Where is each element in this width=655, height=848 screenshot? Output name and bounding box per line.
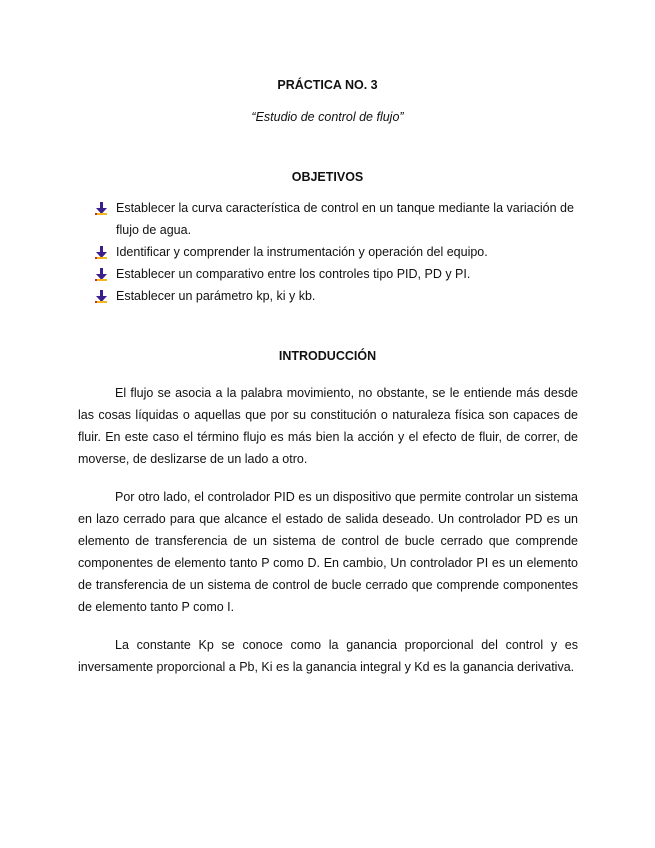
practice-subtitle: “Estudio de control de flujo” bbox=[251, 110, 404, 124]
objective-text: Establecer la curva característica de control en un tanque mediante la variación de flujo de agua. bbox=[116, 201, 574, 237]
objectives-heading: OBJETIVOS bbox=[291, 170, 364, 184]
objectives-list bbox=[95, 197, 580, 307]
arrow-down-bullet-icon bbox=[95, 268, 108, 281]
arrow-down-bullet-icon bbox=[95, 246, 108, 259]
objective-text: Establecer un parámetro kp, ki y kb. bbox=[116, 289, 316, 303]
list-item bbox=[95, 197, 580, 241]
arrow-down-bullet-icon bbox=[95, 202, 108, 215]
introduction-heading: INTRODUCCIÓN bbox=[278, 349, 377, 363]
list-item bbox=[95, 241, 580, 263]
intro-paragraph-1: El flujo se asocia a la palabra movimiento, no obstante, se le entiende más desde las cosas líquidas o aquellas que por su constitución o naturaleza física son capaces de fluir. En este caso el término flujo es más bien la acción y el efecto de fluir, de correr, de moverse, de deslizarse de un lado a otro. bbox=[78, 386, 578, 466]
arrow-down-bullet-icon bbox=[95, 290, 108, 303]
list-item bbox=[95, 285, 580, 307]
list-item bbox=[95, 263, 580, 285]
objective-text: Identificar y comprender la instrumentación y operación del equipo. bbox=[116, 245, 488, 259]
intro-paragraph-3: La constante Kp se conoce como la ganancia proporcional del control y es inversamente proporcional a Pb, Ki es la ganancia integral y Kd es la ganancia derivativa. bbox=[78, 638, 578, 674]
objective-text: Establecer un comparativo entre los controles tipo PID, PD y PI. bbox=[116, 267, 471, 281]
practice-title: PRÁCTICA NO. 3 bbox=[277, 78, 378, 92]
intro-paragraph-2: Por otro lado, el controlador PID es un dispositivo que permite controlar un sistema en lazo cerrado para que alcance el estado de salida deseado. Un controlador PD es un elemento de transferencia de un sistema de control de bucle cerrado que comprende componentes de elemento tanto P como D. En cambio, Un controlador PI es un elemento de transferencia de un sistema de control de bucle cerrado que comprende componentes de elemento tanto P como I. bbox=[78, 490, 578, 614]
